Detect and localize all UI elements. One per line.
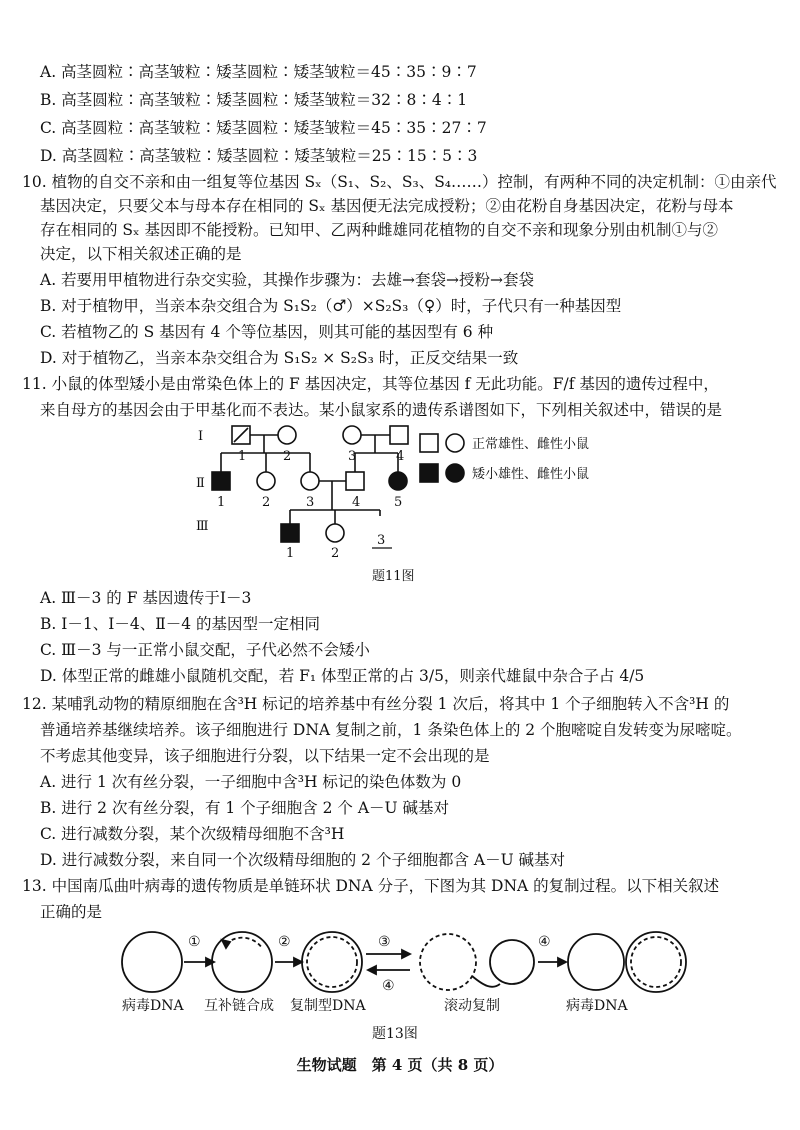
figure-label: 复制型DNA [290, 998, 366, 1014]
dna-replication-figure [0, 920, 800, 1050]
pedigree-ii-5-female-affected [389, 472, 407, 490]
new-strand-dashed [226, 938, 262, 948]
q10-stem-line: 存在相同的 Sₓ 基因即不能授粉。已知甲、乙两种雌雄同花植物的自交不亲和现象分别由机制①与② [40, 221, 719, 239]
q12-option-c: C. 进行减数分裂，某个次级精母细胞不含³H [40, 825, 345, 843]
legend-normal-male [420, 434, 438, 452]
legend-affected-female [446, 464, 464, 482]
pedigree-i-4-male [390, 426, 408, 444]
q12-stem-line: 普通培养基继续培养。该子细胞进行 DNA 复制之前，1 条染色体上的 2 个胞嘧啶自发转变为尿嘧啶。 [40, 721, 742, 739]
individual-label: 2 [331, 546, 340, 561]
legend-normal-female [446, 434, 464, 452]
legend-normal-label: 正常雄性、雌性小鼠 [472, 437, 590, 452]
q10-stem-line: 决定，以下相关叙述正确的是 [40, 245, 242, 263]
generation-label: Ⅱ [196, 476, 205, 491]
figure-caption: 题11图 [372, 569, 415, 584]
rolling-circle-dna [420, 934, 476, 990]
product-replicative-inner [631, 937, 681, 987]
pedigree-iii-1-male-affected [281, 524, 299, 542]
q12-option-d: D. 进行减数分裂，来自同一个次级精母细胞的 2 个子细胞都含 A－U 碱基对 [40, 851, 566, 869]
individual-label: 1 [238, 449, 247, 464]
product-virus-dna [568, 934, 624, 990]
replicative-dna-inner [307, 937, 357, 987]
figure-label: 病毒DNA [566, 998, 628, 1014]
step-label: ③ [378, 934, 391, 950]
complementary-synthesis-circle [212, 932, 272, 992]
q11-option-b: B. Ⅰ－1、Ⅰ－4、Ⅱ－4 的基因型一定相同 [40, 615, 321, 633]
step-label: ① [188, 934, 201, 950]
legend-affected-male [420, 464, 438, 482]
q10-option-a: A. 若要用甲植物进行杂交实验，其操作步骤为：去雄→套袋→授粉→套袋 [40, 271, 535, 289]
q10-option-b: B. 对于植物甲，当亲本杂交组合为 S₁S₂（♂）×S₂S₃（♀）时，子代只有一种基因型 [40, 297, 622, 315]
legend-affected-label: 矮小雄性、雌性小鼠 [472, 467, 590, 482]
individual-label: 2 [283, 449, 292, 464]
q11-stem-line: 来自母方的基因会由于甲基化而不表达。某小鼠家系的遗传系谱图如下，下列相关叙述中，错误的是 [40, 401, 723, 419]
q10-option-d: D. 对于植物乙，当亲本杂交组合为 S₁S₂ × S₂S₃ 时，正反交结果一致 [40, 349, 519, 367]
step-label: ④ [538, 934, 551, 950]
page-footer: 生物试题 第 4 页（共 8 页） [296, 1056, 504, 1074]
q12-option-a: A. 进行 1 次有丝分裂，一子细胞中含³H 标记的染色体数为 0 [40, 773, 462, 791]
individual-label: 5 [394, 495, 403, 510]
step-label: ④ [382, 978, 395, 994]
replicative-dna-outer [302, 932, 362, 992]
q11-option-a: A. Ⅲ－3 的 F 基因遗传于Ⅰ－3 [40, 589, 252, 607]
individual-label: 3 [306, 495, 315, 510]
virus-dna-circle [122, 932, 182, 992]
individual-label: 3 [377, 533, 386, 548]
figure-label: 滚动复制 [444, 998, 500, 1014]
q11-stem-line: 11. 小鼠的体型矮小是由常染色体上的 F 基因决定，其等位基因 f 无此功能。F/f 基因的遗传过程中， [22, 375, 719, 393]
pedigree-i-2-female [278, 426, 296, 444]
rolling-circle-tail [490, 940, 534, 984]
figure-label: 互补链合成 [204, 998, 274, 1014]
pedigree-ii-1-male-affected [212, 472, 230, 490]
individual-label: 2 [262, 495, 271, 510]
q12-stem-line: 12. 某哺乳动物的精原细胞在含³H 标记的培养基中有丝分裂 1 次后，将其中 1 个子细胞转入不含³H 的 [22, 695, 730, 713]
q13-stem-line: 13. 中国南瓜曲叶病毒的遗传物质是单链环状 DNA 分子，下图为其 DNA 的复制过程。以下相关叙述 [22, 877, 720, 895]
generation-label: Ⅲ [196, 519, 209, 534]
q9-option-b: B. 高茎圆粒∶高茎皱粒∶矮茎圆粒∶矮茎皱粒＝32∶8∶4∶1 [40, 91, 468, 109]
individual-label: 1 [286, 546, 295, 561]
figure-label: 病毒DNA [122, 998, 184, 1014]
generation-label: Ⅰ [198, 429, 204, 444]
q11-option-c: C. Ⅲ－3 与一正常小鼠交配，子代必然不会矮小 [40, 641, 370, 659]
figure-caption: 题13图 [372, 1026, 418, 1042]
pedigree-ii-4-male [346, 472, 364, 490]
individual-label: 4 [352, 495, 361, 510]
pedigree-figure [0, 420, 800, 600]
q9-option-a: A. 高茎圆粒∶高茎皱粒∶矮茎圆粒∶矮茎皱粒＝45∶35∶9∶7 [40, 63, 477, 81]
product-replicative-outer [626, 932, 686, 992]
pedigree-iii-2-female [326, 524, 344, 542]
individual-label: 3 [348, 449, 357, 464]
pedigree-ii-2-female [257, 472, 275, 490]
q9-option-d: D. 高茎圆粒∶高茎皱粒∶矮茎圆粒∶矮茎皱粒＝25∶15∶5∶3 [40, 147, 478, 165]
q13-stem-line: 正确的是 [40, 903, 103, 921]
q10-stem-line: 10. 植物的自交不亲和由一组复等位基因 Sₓ（S₁、S₂、S₃、S₄……）控制，有两种不同的决定机制：①由亲代 [22, 173, 777, 191]
pedigree-i-3-female [343, 426, 361, 444]
q9-option-c: C. 高茎圆粒∶高茎皱粒∶矮茎圆粒∶矮茎皱粒＝45∶35∶27∶7 [40, 119, 487, 137]
pedigree-ii-3-female [301, 472, 319, 490]
q10-stem-line: 基因决定，只要父本与母本存在相同的 Sₓ 基因便无法完成授粉；②由花粉自身基因决定，花粉与母本 [40, 197, 734, 215]
individual-label: 4 [396, 449, 405, 464]
step-label: ② [278, 934, 291, 950]
q11-option-d: D. 体型正常的雌雄小鼠随机交配，若 F₁ 体型正常的占 3/5，则亲代雄鼠中杂合子占 4/5 [40, 667, 645, 685]
q12-stem-line: 不考虑其他变异，该子细胞进行分裂，以下结果一定不会出现的是 [40, 747, 490, 765]
individual-label: 1 [217, 495, 226, 510]
q10-option-c: C. 若植物乙的 S 基因有 4 个等位基因，则其可能的基因型有 6 种 [40, 323, 494, 341]
q12-option-b: B. 进行 2 次有丝分裂，有 1 个子细胞含 2 个 A－U 碱基对 [40, 799, 450, 817]
